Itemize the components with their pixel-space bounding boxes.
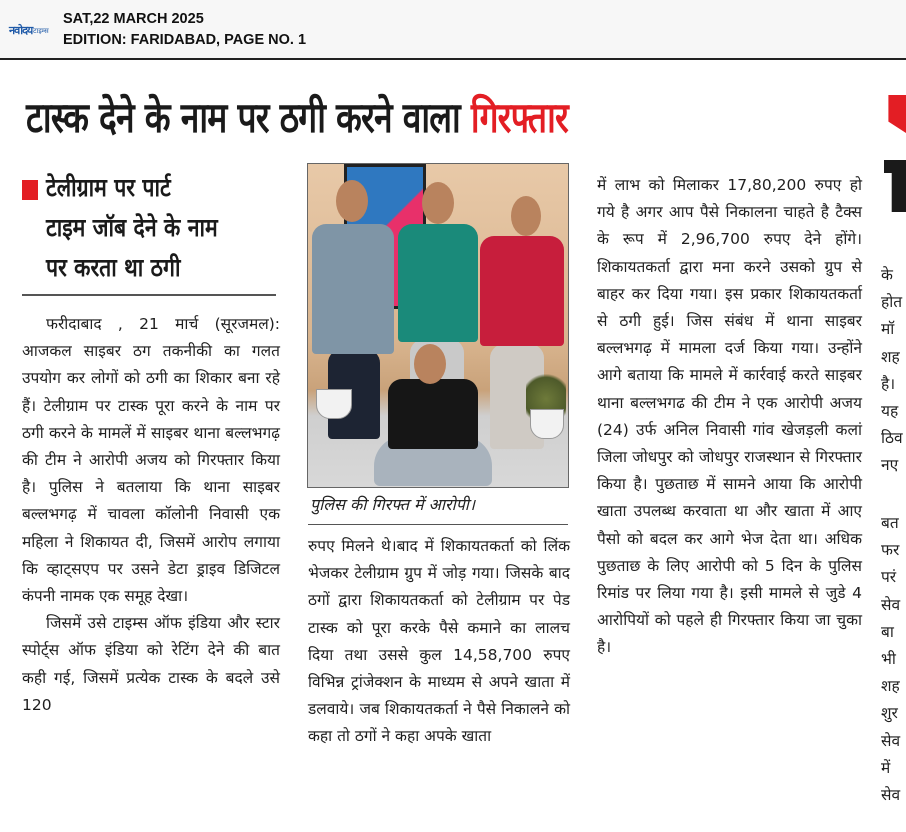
article-headline [26,88,568,148]
photo-person-right [480,236,564,346]
adjacent-text-fragment: नए [881,456,899,475]
headline-highlight: गिरफ्तार [470,93,568,142]
article-paragraph: जिसमें उसे टाइम्स ऑफ इंडिया और स्टार स्पोर्ट्स ऑफ इंडिया को रेटिंग देने की बात कही गई, जिसमें प्रत्येक टास्क के बदले उसे 120 [22,614,280,714]
adjacent-text-fragment: शह [881,347,900,366]
edition-date: SAT,22 MARCH 2025 [63,11,204,27]
adjacent-text-fragment: बा [881,622,894,641]
adjacent-text-fragment: यह [881,402,899,421]
adjacent-text-fragment: परं [881,568,897,587]
photo-person-left [312,224,394,354]
article-column-3 [597,172,862,662]
adjacent-text-fragment: ठिव [881,429,903,448]
adjacent-text-fragment: सेव [881,786,901,805]
adjacent-text-fragment: फर [881,541,900,560]
adjacent-article-column-bottom [881,510,906,809]
subheadline-line: पर करता था ठगी [46,253,181,282]
logo-main-text: नवोदय [9,24,33,37]
headline-main: टास्क देने के नाम पर ठगी करने वाला [26,93,471,142]
newspaper-logo [9,23,51,39]
edition-header-bar [0,0,906,60]
article-column-1 [22,311,280,719]
subheadline-divider [22,294,276,296]
article-photo-accused-with-police [307,163,569,488]
logo-sub-text: टाइम्स [33,27,49,35]
red-square-bullet-icon [22,180,38,200]
subheadline-line: टाइम जॉब देने के नाम [46,213,218,242]
article-paragraph: फरीदाबाद , 21 मार्च (सूरजमल): आजकल साइबर ठग तकनीकी का गलत उपयोग कर लोगों को ठगी का शिकार बना रहे हैं। टेलीग्राम पर टास्क पूरा करने के नाम पर ठगी करने के मामलें में साइबर थाना बल्लभगढ़ की टीम ने आरोपी अजय को गिरफ्तार किया है। पुलिस ने बतलाया कि थाना साइबर बल्लभगढ़ में चावला कॉलोनी निवासी एक महिला ने शिकायत दी, जिसमें आरोप लगाया कि व्हाट्सएप पर उसने डेटा ड्राइव डिजिटल कंपनी नामक एक समूह देखा। [22,315,280,606]
caption-divider [308,524,568,525]
article-column-2 [308,533,570,751]
article-paragraph: में लाभ को मिलाकर 17,80,200 रुपए हो गये है अगर आप पैसे निकालना चाहते है टैक्स के रूप में 2,96,700 रुपए देने होंगे। शिकायतकर्ता द्वारा मना करने उसको ग्रुप से बाहर कर दिया गया। इस प्रकार शिकायतकर्ता से ठगी हुई। जिस संबंध में थाना साइबर बल्लभगढ़ में मामला दर्ज किया गया। उन्होंने आगे बताया कि मामले में कार्रवाई करते साइबर थाना बल्लभगढ की टीम ने एक आरोपी अजय (24) उर्फ अनिल निवासी गांव खेजड़ली कलां जिला जोधपुर को जोधपुर राजस्थान से गिरफ्तार किया है। पुछताछ में सामने आया कि आरोपी खाता उपलब्ध करवाता था और खाता में आए पैसो को बदल कर आगे भेज देता था। अधिक पुछताछ के लिए आरोपी को 5 दिन के पुलिस रिमांड पर लिया गया है। इसी मामले से जुडे 4 आरोपियों को पहले ही गिरफ्तार किया जा चुका है। [597,176,862,657]
photo-caption: पुलिस की गिरफ्त में आरोपी। [310,495,476,514]
adjacent-text-fragment: मॉ [881,320,895,339]
adjacent-headline-fragment [884,160,906,212]
adjacent-text-fragment: बत [881,514,899,532]
adjacent-text-fragment: शह [881,677,900,696]
photo-accused-seated [388,379,478,449]
adjacent-text-fragment: सेव [881,731,901,750]
article-paragraph: रुपए मिलने थे।बाद में शिकायतकर्ता को लिंक भेजकर टेलीग्राम ग्रुप में जोड़ गया। जिसके बाद ठगों द्वारा शिकायतकर्ता को टेलीग्राम पर पेड टास्क को पूरा करके पैसे कमाने का लालच दिया तथा उससे कुल 14,58,700 रुपए विभिन्न ट्रांजेक्शन के माध्यम से अपने खाता में डलवाये। जब शिकायतकर्ता ने पैसे निकालने को कहा तो ठगों ने कहा अपके खाता [308,537,570,746]
adjacent-headline-fragment-red [884,95,906,133]
adjacent-text-fragment: शुर [881,704,898,723]
adjacent-text-fragment: में [881,758,891,777]
adjacent-text-fragment: भी [881,650,896,669]
subheadline-line: टेलीग्राम पर पार्ट [46,173,171,202]
edition-meta [63,9,306,51]
adjacent-article-column-top [881,262,906,480]
adjacent-text-fragment: सेव [881,595,901,614]
adjacent-text-fragment: है। [881,374,896,393]
edition-info: EDITION: FARIDABAD, PAGE NO. 1 [63,32,307,48]
adjacent-text-fragment: होत [881,293,903,312]
adjacent-text-fragment: के [881,266,893,284]
photo-person-center [398,224,478,342]
